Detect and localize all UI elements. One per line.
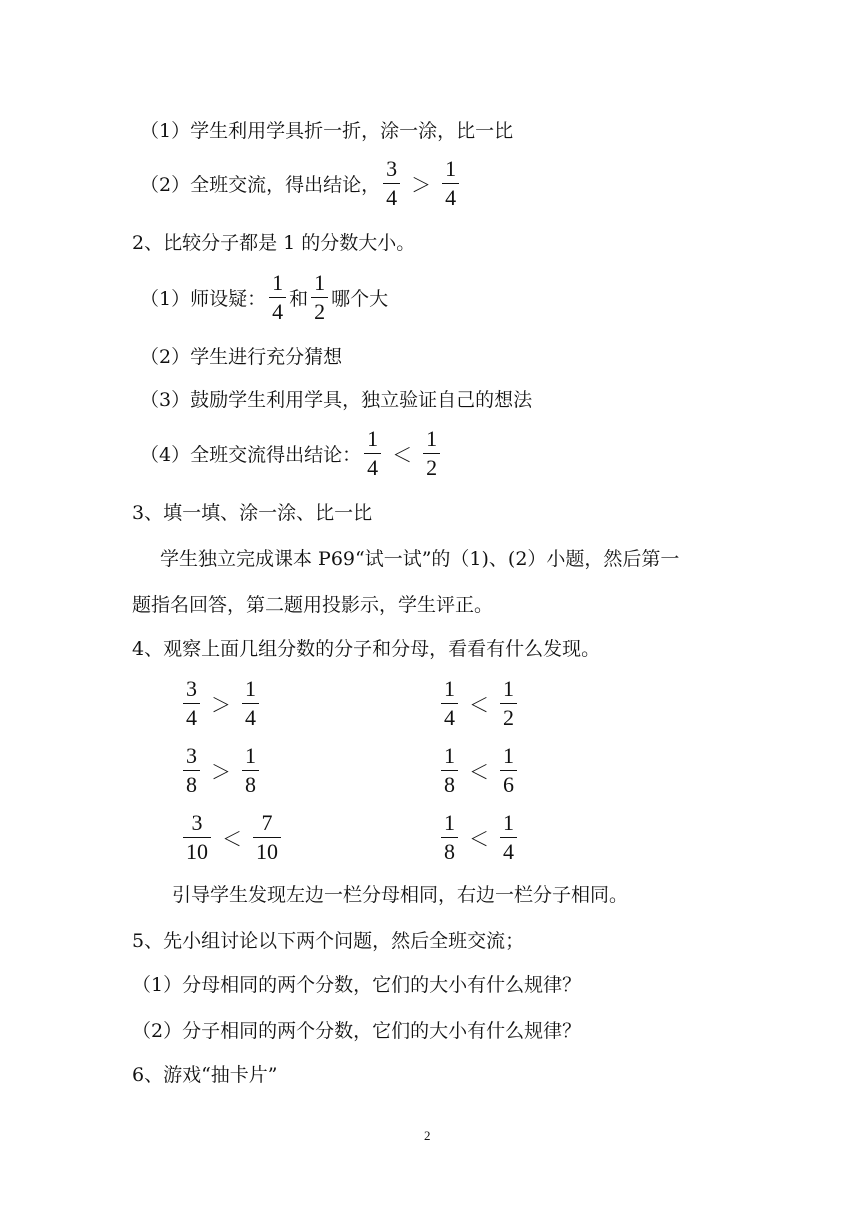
- greater-than-sign: ＞: [411, 173, 432, 197]
- fraction: $\frac{1}{8}$: [242, 745, 259, 796]
- fraction: $\frac{1}{8}$: [441, 812, 458, 863]
- fraction: $\frac{1}{2}$: [311, 272, 328, 323]
- text-line: [140, 116, 513, 143]
- fraction: $\frac{3}{4}$: [183, 678, 200, 729]
- less-than-sign: ＜: [469, 760, 489, 784]
- fraction: $\frac{1}{8}$: [441, 745, 458, 796]
- text-line: （3）鼓励学生利用学具，独立验证自己的想法: [140, 389, 533, 411]
- less-than-sign: ＜: [392, 443, 413, 467]
- comparison-row: [180, 745, 262, 796]
- comparison-row: [438, 812, 520, 863]
- conclusion-line: [140, 158, 462, 209]
- fraction: $\frac{1}{4}$: [442, 158, 459, 209]
- fraction: $\frac{1}{2}$: [423, 428, 440, 479]
- section-heading: 4、观察上面几组分数的分子和分母，看看有什么发现。: [132, 638, 601, 660]
- text-line: （1）分母相同的两个分数，它们的大小有什么规律？: [132, 974, 582, 996]
- less-than-sign: ＜: [469, 827, 489, 851]
- fraction: $\frac{1}{4}$: [441, 678, 458, 729]
- greater-than-sign: ＞: [211, 693, 231, 717]
- fraction: $\frac{3}{10}$: [183, 812, 211, 863]
- fraction: $\frac{1}{4}$: [364, 428, 381, 479]
- section-heading: 2、比较分子都是 1 的分数大小。: [132, 232, 416, 254]
- page-number: 2: [424, 1128, 431, 1143]
- paragraph-line: 题指名回答，第二题用投影示，学生评正。: [132, 594, 494, 616]
- fraction: $\frac{3}{4}$: [383, 158, 400, 209]
- section-heading: 5、先小组讨论以下两个问题，然后全班交流；: [132, 930, 525, 952]
- fraction: $\frac{7}{10}$: [253, 812, 281, 863]
- less-than-sign: ＜: [469, 693, 489, 717]
- comparison-row: [438, 745, 520, 796]
- fraction: $\frac{1}{6}$: [500, 745, 517, 796]
- fraction: $\frac{1}{2}$: [500, 678, 517, 729]
- greater-than-sign: ＞: [211, 760, 231, 784]
- line-text: （1）学生利用学具折一折，涂一涂，比一比: [140, 120, 514, 142]
- text-line: （2）分子相同的两个分数，它们的大小有什么规律？: [132, 1020, 582, 1042]
- comparison-row: [180, 812, 284, 863]
- section-heading: 6、游戏“抽卡片”: [132, 1064, 278, 1086]
- conclusion-line: （4）全班交流得出结论： $\frac{1}{4}$ ＜ $\frac{1}{2}$: [140, 428, 443, 479]
- text-line: （2）学生进行充分猜想: [140, 346, 343, 368]
- section-heading: 3、填一填、涂一涂、比一比: [132, 502, 373, 524]
- comparison-row: [180, 678, 262, 729]
- fraction: $\frac{3}{8}$: [183, 745, 200, 796]
- fraction: $\frac{1}{4}$: [269, 272, 286, 323]
- line-text: （2）全班交流，得出结论，: [140, 174, 381, 196]
- fraction: $\frac{1}{4}$: [500, 812, 517, 863]
- fraction: $\frac{1}{4}$: [242, 678, 259, 729]
- paragraph-line: 引导学生发现左边一栏分母相同，右边一栏分子相同。: [172, 884, 629, 906]
- comparison-row: [438, 678, 520, 729]
- paragraph-line: 学生独立完成课本 P69“试一试”的（1)、(2）小题，然后第一: [160, 548, 680, 570]
- question-line: （1）师设疑： $\frac{1}{4}$ 和 $\frac{1}{2}$ 哪个大: [140, 270, 389, 324]
- less-than-sign: ＜: [222, 827, 242, 851]
